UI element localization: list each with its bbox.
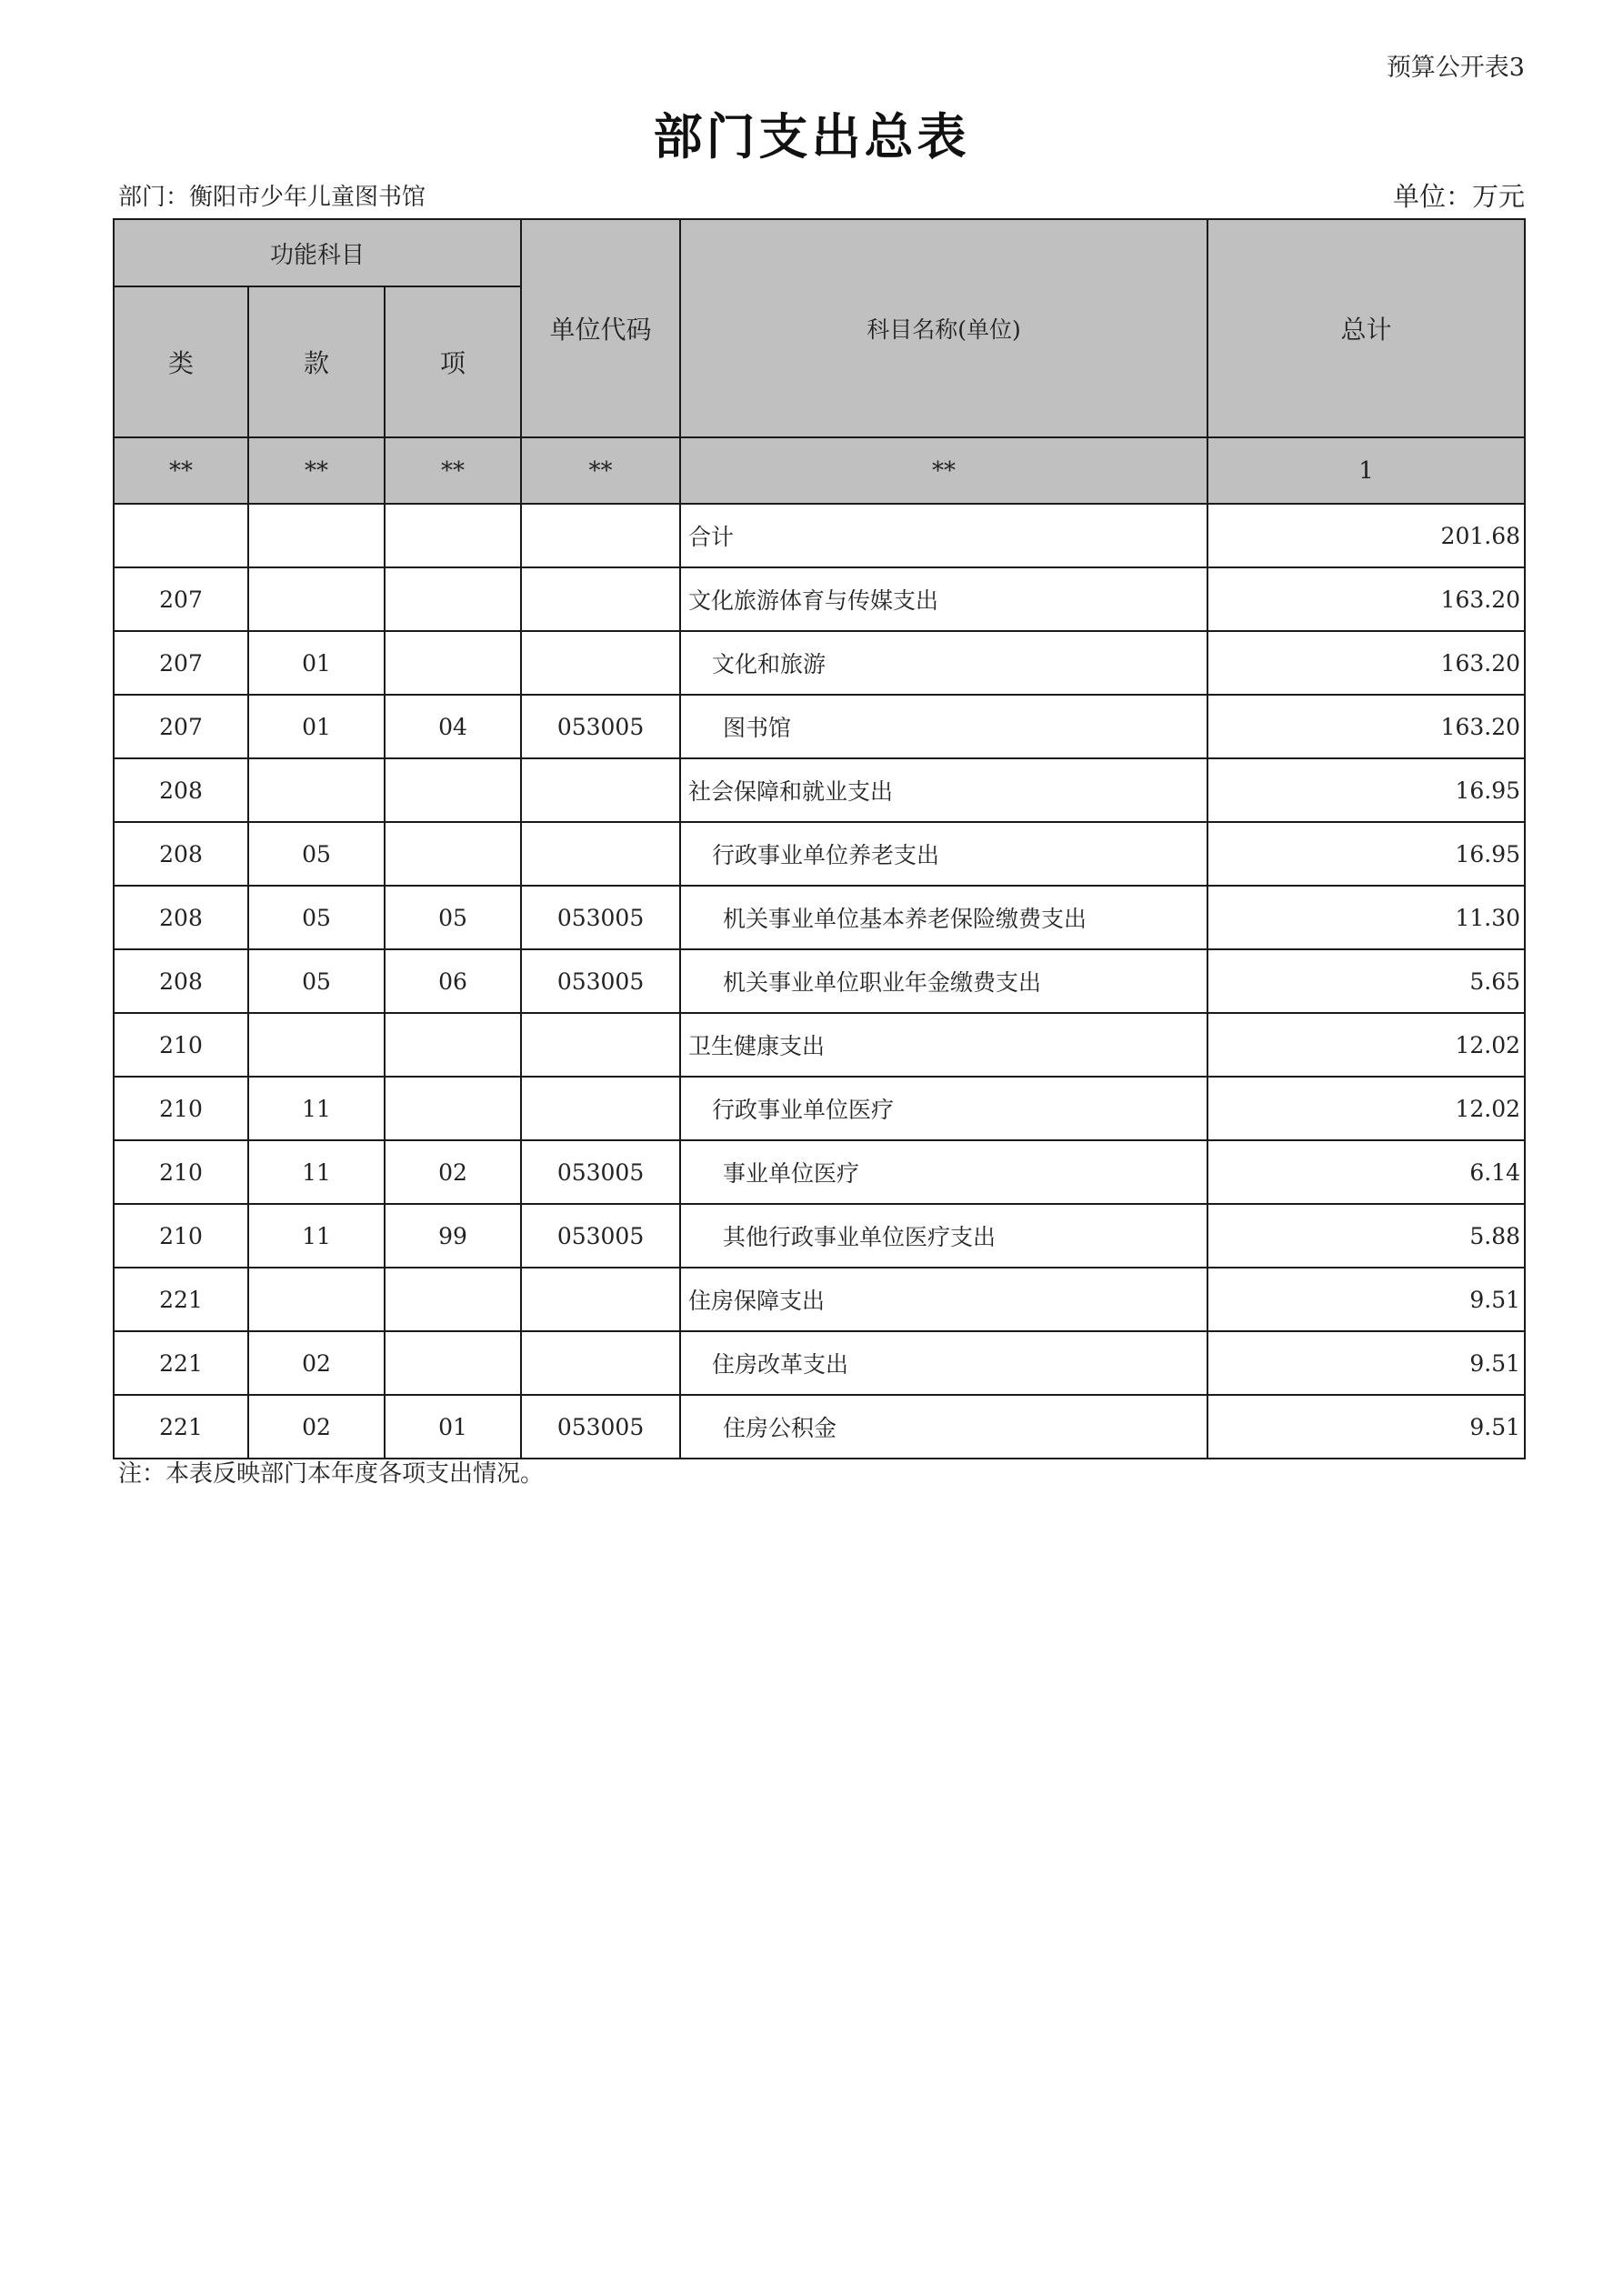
subject-name-cell: 行政事业单位医疗 [680, 1077, 1207, 1140]
table-row [114, 1395, 1525, 1459]
unit-code-cell [521, 1077, 680, 1140]
section-cell: 02 [248, 1395, 385, 1459]
item-cell: 06 [385, 949, 521, 1013]
index-cell: ** [248, 437, 385, 504]
unit-code-cell: 053005 [521, 886, 680, 949]
table-row [114, 1140, 1525, 1204]
unit-code-cell: 053005 [521, 1395, 680, 1459]
subject-name-cell: 卫生健康支出 [680, 1013, 1207, 1077]
class-cell [114, 504, 248, 567]
section-cell [248, 1013, 385, 1077]
section-cell: 11 [248, 1077, 385, 1140]
table-row [114, 949, 1525, 1013]
item-cell [385, 1331, 521, 1395]
unit-code-cell [521, 822, 680, 886]
total-cell: 9.51 [1207, 1395, 1525, 1459]
subject-name-cell: 文化旅游体育与传媒支出 [680, 567, 1207, 631]
table-row [114, 631, 1525, 695]
subject-name-cell: 机关事业单位基本养老保险缴费支出 [680, 886, 1207, 949]
section-cell: 01 [248, 631, 385, 695]
index-cell: ** [680, 437, 1207, 504]
unit-code-cell [521, 631, 680, 695]
total-cell: 163.20 [1207, 695, 1525, 758]
item-cell: 02 [385, 1140, 521, 1204]
class-cell: 221 [114, 1331, 248, 1395]
unit-code-cell: 053005 [521, 1140, 680, 1204]
total-cell: 16.95 [1207, 758, 1525, 822]
item-cell: 01 [385, 1395, 521, 1459]
total-header: 总计 [1207, 219, 1525, 437]
total-cell: 5.65 [1207, 949, 1525, 1013]
table-row [114, 567, 1525, 631]
item-cell [385, 567, 521, 631]
total-cell: 16.95 [1207, 822, 1525, 886]
item-cell [385, 822, 521, 886]
total-cell: 11.30 [1207, 886, 1525, 949]
index-cell: ** [114, 437, 248, 504]
item-cell [385, 1077, 521, 1140]
form-code-label: 预算公开表3 [1386, 54, 1525, 82]
unit-code-cell: 053005 [521, 695, 680, 758]
class-cell: 207 [114, 631, 248, 695]
subject-name-cell: 社会保障和就业支出 [680, 758, 1207, 822]
item-cell [385, 1268, 521, 1331]
index-cell: ** [521, 437, 680, 504]
subject-name-cell: 事业单位医疗 [680, 1140, 1207, 1204]
item-cell [385, 1013, 521, 1077]
item-cell [385, 758, 521, 822]
section-cell: 01 [248, 695, 385, 758]
footnote: 注：本表反映部门本年度各项支出情况。 [118, 1460, 545, 1488]
section-cell: 11 [248, 1140, 385, 1204]
total-cell: 163.20 [1207, 567, 1525, 631]
table-row [114, 758, 1525, 822]
subject-name-cell: 机关事业单位职业年金缴费支出 [680, 949, 1207, 1013]
section-cell: 05 [248, 886, 385, 949]
class-cell: 208 [114, 949, 248, 1013]
subject-name-cell: 其他行政事业单位医疗支出 [680, 1204, 1207, 1268]
table-row [114, 1268, 1525, 1331]
class-header: 类 [114, 286, 248, 437]
section-cell [248, 758, 385, 822]
item-header: 项 [385, 286, 521, 437]
class-cell: 207 [114, 695, 248, 758]
unit-code-cell [521, 1331, 680, 1395]
total-cell: 163.20 [1207, 631, 1525, 695]
unit-code-cell: 053005 [521, 1204, 680, 1268]
total-cell: 12.02 [1207, 1013, 1525, 1077]
unit-code-cell [521, 504, 680, 567]
unit-code-header: 单位代码 [521, 219, 680, 437]
subject-name-cell: 文化和旅游 [680, 631, 1207, 695]
unit-code-cell: 053005 [521, 949, 680, 1013]
subject-name-header: 科目名称(单位) [680, 219, 1207, 437]
section-cell: 02 [248, 1331, 385, 1395]
expenditure-table [113, 218, 1526, 1459]
section-cell: 05 [248, 949, 385, 1013]
section-cell: 05 [248, 822, 385, 886]
index-cell: 1 [1207, 437, 1525, 504]
item-cell: 99 [385, 1204, 521, 1268]
table-row [114, 1077, 1525, 1140]
class-cell: 210 [114, 1204, 248, 1268]
item-cell: 05 [385, 886, 521, 949]
class-cell: 207 [114, 567, 248, 631]
function-subject-header: 功能科目 [114, 219, 521, 286]
table-row [114, 822, 1525, 886]
table-row [114, 504, 1525, 567]
table-row [114, 1331, 1525, 1395]
table-row [114, 1013, 1525, 1077]
index-cell: ** [385, 437, 521, 504]
subject-name-cell: 合计 [680, 504, 1207, 567]
section-cell [248, 504, 385, 567]
unit-code-cell [521, 1013, 680, 1077]
total-cell: 9.51 [1207, 1268, 1525, 1331]
table-row [114, 1204, 1525, 1268]
department-label: 部门：衡阳市少年儿童图书馆 [118, 184, 426, 211]
subject-name-cell: 行政事业单位养老支出 [680, 822, 1207, 886]
subject-name-cell: 图书馆 [680, 695, 1207, 758]
subject-name-cell: 住房保障支出 [680, 1268, 1207, 1331]
total-cell: 6.14 [1207, 1140, 1525, 1204]
total-cell: 5.88 [1207, 1204, 1525, 1268]
item-cell [385, 504, 521, 567]
class-cell: 210 [114, 1013, 248, 1077]
class-cell: 208 [114, 886, 248, 949]
page-title: 部门支出总表 [653, 108, 970, 165]
total-cell: 12.02 [1207, 1077, 1525, 1140]
table-row [114, 695, 1525, 758]
table-row [114, 886, 1525, 949]
section-header: 款 [248, 286, 385, 437]
section-cell [248, 567, 385, 631]
subject-name-cell: 住房公积金 [680, 1395, 1207, 1459]
item-cell: 04 [385, 695, 521, 758]
total-cell: 201.68 [1207, 504, 1525, 567]
unit-code-cell [521, 758, 680, 822]
section-cell: 11 [248, 1204, 385, 1268]
class-cell: 210 [114, 1077, 248, 1140]
item-cell [385, 631, 521, 695]
class-cell: 210 [114, 1140, 248, 1204]
unit-code-cell [521, 1268, 680, 1331]
class-cell: 221 [114, 1268, 248, 1331]
unit-label: 单位：万元 [1392, 181, 1525, 212]
total-cell: 9.51 [1207, 1331, 1525, 1395]
section-cell [248, 1268, 385, 1331]
unit-code-cell [521, 567, 680, 631]
class-cell: 208 [114, 758, 248, 822]
class-cell: 208 [114, 822, 248, 886]
subject-name-cell: 住房改革支出 [680, 1331, 1207, 1395]
class-cell: 221 [114, 1395, 248, 1459]
